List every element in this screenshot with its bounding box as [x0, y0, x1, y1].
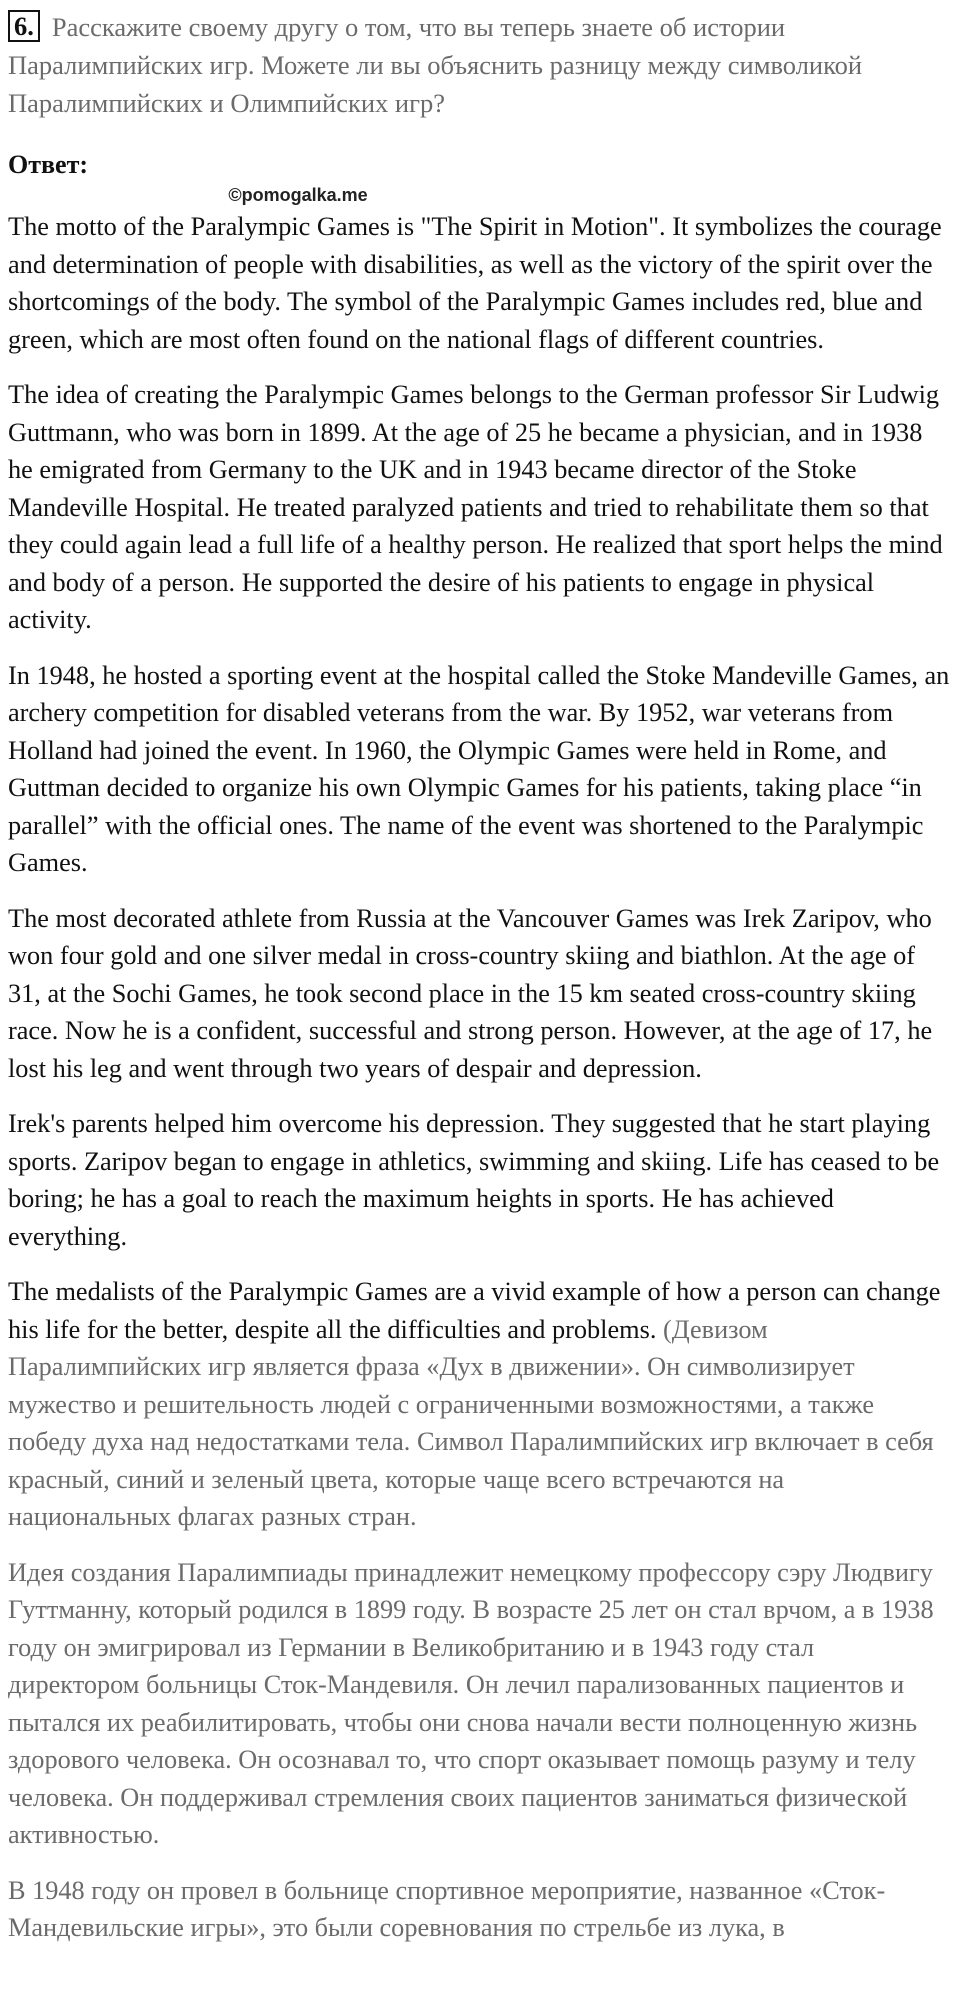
question-number: 6.: [8, 10, 40, 42]
translation-paragraph-guttmann: Идея создания Паралимпиады принадлежит немецкому профессору сэру Людвигу Гуттманну, который родился в 1899 году. В возрасте 25 лет он стал врчом, а в 1938 году он эмигрировал из Германии в Великобританию и в 1943 году стал директором больницы Сток-Мандевиля. Он лечил парализованных пациентов и пытался их реабилитировать, чтобы они снова начали вести полноценную жизнь здорового человека. Он осознавал то, что спорт оказывает помощь разуму и телу человека. Он поддерживал стремления своих пациентов заниматься физической активностью.: [8, 1557, 934, 1849]
exercise-page: [8, 8, 952, 1965]
question-text: Расскажите своему другу о том, что вы теперь знаете об истории Паралимпийских игр. Можете ли вы объяснить разницу между символикой Паралимпийских и Олимпийских игр?: [8, 12, 863, 118]
medalists-english-text: The medalists of the Paralympic Games are a vivid example of how a person can change his life for the better, despite all the difficulties and problems.: [8, 1277, 941, 1344]
question: [8, 8, 952, 122]
answer-paragraph-motto: The motto of the Paralympic Games is "The Spirit in Motion". It symbolizes the courage and determination of people with disabilities, as well as the victory of the spirit over the shortcomings of the body. The symbol of the Paralympic Games includes red, blue and green, which are most often found on the national flags of different countries.: [8, 212, 942, 354]
answer-paragraph-guttmann: The idea of creating the Paralympic Games belongs to the German professor Sir Ludwig Guttmann, who was born in 1899. At the age of 25 he became a physician, and in 1938 he emigrated from Germany to the UK and in 1943 became director of the Stoke Mandeville Hospital. He treated paralyzed patients and tried to rehabilitate them so that they could again lead a full life of a healthy person. He realized that sport helps the mind and body of a person. He supported the desire of his patients to engage in physical activity.: [8, 380, 943, 634]
answer-paragraph-zaripov: The most decorated athlete from Russia at the Vancouver Games was Irek Zaripov, who won four gold and one silver medal in cross-country skiing and biathlon. At the age of 31, at the Sochi Games, he took second place in the 15 km seated cross-country skiing race. Now he is a confident, successful and strong person. However, at the age of 17, he lost his leg and went through two years of despair and depression.: [8, 903, 933, 1083]
watermark-text: ©pomogalka.me: [228, 185, 368, 205]
answer-paragraph-parents: Irek's parents helped him overcome his depression. They suggested that he start playing sports. Zaripov began to engage in athletics, swimming and skiing. Life has ceased to be boring; he has a goal to reach the maximum heights in sports. He has achieved everything.: [8, 1109, 940, 1251]
answer-paragraph-stoke-mandeville: In 1948, he hosted a sporting event at the hospital called the Stoke Mandeville Games, an archery competition for disabled veterans from the war. By 1952, war veterans from Holland had joined the event. In 1960, the Olympic Games were held in Rome, and Guttman decided to organize his own Olympic Games for his patients, taking place “in parallel” with the official ones. The name of the event was shortened to the Paralympic Games.: [8, 660, 950, 877]
translation-start-text: (Девизом Паралимпийских игр является фраза «Дух в движении». Он символизирует мужество и решительность людей с ограниченными возможностями, а также победу духа над недостатками тела. Символ Паралимпийских игр включает в себя красный, синий и зеленый цвета, которые чаще всего встречаются на национальных флагах разных стран.: [8, 1314, 934, 1531]
answer-label: Ответ:: [8, 150, 89, 179]
translation-paragraph-stoke-mandeville: В 1948 году он провел в больнице спортивное мероприятие, названное «Сток-Мандевильские игры», это были соревнования по стрельбе из лука, в: [8, 1875, 886, 1942]
answer-paragraph-medalists: [8, 1273, 952, 1536]
